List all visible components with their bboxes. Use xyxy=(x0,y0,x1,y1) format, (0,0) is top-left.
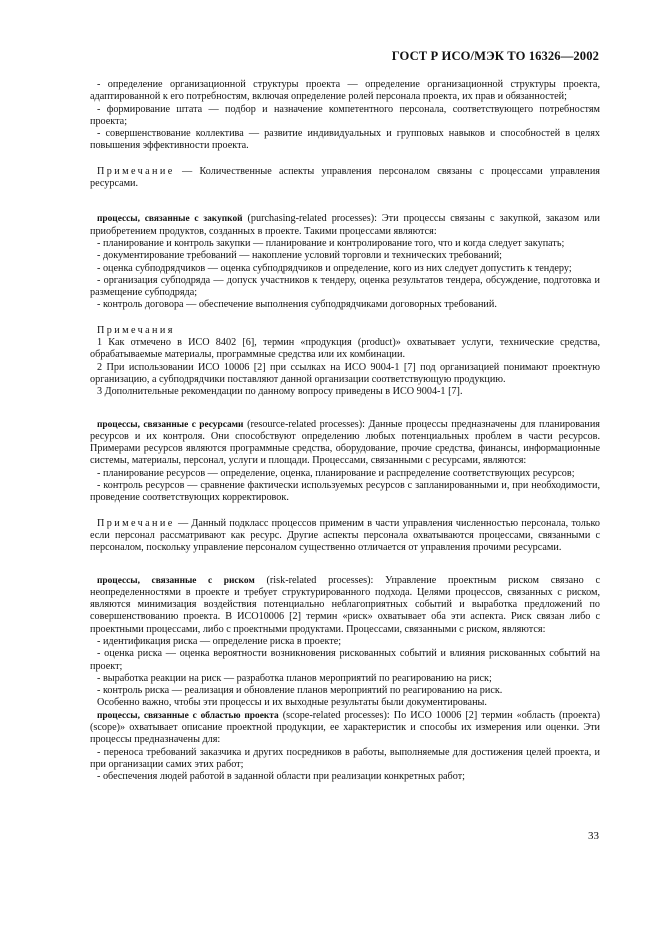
list-item: - организация субподряда — допуск участников к тендеру, оценка результатов тендера, обсуждение, подготовка и размещение субподряда; xyxy=(90,274,600,299)
list-item: - документирование требований — накопление условий торговли и технических требований; xyxy=(97,250,502,262)
list-item: - контроль риска — реализация и обновление планов мероприятий по реагированию на риск. xyxy=(97,685,503,697)
page-body xyxy=(90,79,600,784)
page-number: 33 xyxy=(588,830,599,842)
definition-text: (purchasing-related processes): Эти процессы связаны с закупкой, заказом или приобретением продуктов, созданных в проекте. Такими процессами являются: xyxy=(90,213,600,237)
list-item: - выработка реакции на риск — разработка планов мероприятий по реагированию на риск; xyxy=(97,672,492,684)
notes-label: Примечания xyxy=(97,324,175,336)
note-label: Примечание xyxy=(97,517,175,529)
document-header: ГОСТ Р ИСО/МЭК ТО 16326—2002 xyxy=(391,49,599,63)
definition-paragraph xyxy=(90,710,600,747)
note-text: — Данный подкласс процессов применим в части управления численностью персонала, только если персонал рассматривают как ресурс. Другие аспекты персонала охватываются процессами, связанными с персоналом, поскольку управление персоналом существенно отличается от управления прочими ресурсами. xyxy=(90,517,600,554)
term-resource: процессы, связанные с ресурсами xyxy=(97,419,244,430)
definition-paragraph xyxy=(90,419,600,468)
note-text: — Количественные аспекты управления персоналом связаны с процессами управления ресурсами. xyxy=(90,165,600,190)
note-label: Примечание xyxy=(97,165,175,177)
note-item: 3 Дополнительные рекомендации по данному вопросу приведены в ИСО 9004-1 [7]. xyxy=(97,386,463,398)
list-item: - контроль договора — обеспечение выполнения субподрядчиками договорных требований. xyxy=(97,299,497,311)
definition-text: (resource-related processes): Данные процессы предназначены для планирования ресурсов и их контроля. Они способствуют определению любых потенциальных проблем в части ресурсов. Примерами ресурсов являются программные средства, оборудование, прочие средства, финансы, информационные системы, материалы, персонал, услуги и площади. Процессами, связанными с ресурсами, являются: xyxy=(90,418,600,467)
term-risk: процессы, связанные с риском xyxy=(97,575,255,586)
definition-paragraph xyxy=(90,213,600,238)
list-item: - контроль ресурсов — сравнение фактически используемых ресурсов с запланированными и, при необходимости, проведение соответствующих корректировок. xyxy=(90,480,600,504)
list-item: - оценка субподрядчиков — оценка субподрядчиков и определение, кого из них следует допустить к тендеру; xyxy=(97,262,572,274)
list-item: - идентификация риска — определение риска в проекте; xyxy=(97,635,342,647)
note-item: 2 При использовании ИСО 10006 [2] при ссылках на ИСО 9004-1 [7] под организацией понимают проектную организацию, а субподрядчики поставляют данной организации соответствующую продукцию. xyxy=(90,361,600,385)
term-scope: процессы, связанные с областью проекта xyxy=(97,710,279,721)
term-purchasing: процессы, связанные с закупкой xyxy=(97,214,243,225)
definition-paragraph xyxy=(90,575,600,636)
list-item: - переноса требований заказчика и других посредников в работы, выполняемые для достижения целей проекта, и при организации самих этих работ; xyxy=(90,746,600,770)
list-item: - оценка риска — оценка вероятности возникновения рискованных событий и влияния рискованных событий на проект; xyxy=(90,648,600,672)
list-item: - формирование штата — подбор и назначение компетентного персонала, соответствующего потребностям проекта; xyxy=(90,103,600,127)
definition-text: (risk-related processes): Управление проектным риском связано с неопределенностями в проекте и требует структурированного подхода. Целями процессов, связанных с риском, являются минимизация воздействия потенциально неблагоприятных событий и выработка предложений по совершенствованию проекта. В ИСО10006 [2] термин «риск» охватывает оба эти аспекта. Риск связан либо с проектными процессами, либо с проектными продуктами. Процессами, связанными с риском, являются: xyxy=(90,574,600,635)
notes-heading xyxy=(90,325,600,337)
note-paragraph xyxy=(90,166,600,191)
list-item: - планирование и контроль закупки — планирование и контролирование того, что и когда следует закупать; xyxy=(97,237,565,249)
definition-text: (scope-related processes): По ИСО 10006 [2] термин «область (проекта) (scope)» охватывает описание проектной продукции, ее характеристик и способы их измерения или оценки. Эти процессы предназначены для: xyxy=(90,709,600,746)
closing-text: Особенно важно, чтобы эти процессы и их выходные результаты были документированы. xyxy=(97,697,487,709)
list-item: - планирование ресурсов — определение, оценка, планирование и распределение соответствующих ресурсов; xyxy=(97,467,575,479)
list-item: - обеспечения людей работой в заданной области при реализации конкретных работ; xyxy=(97,771,465,783)
note-paragraph xyxy=(90,518,600,555)
list-item: - определение организационной структуры проекта — определение организационной структуры проекта, адаптированной к его потребностям, включая определение ролей персонала проекта, их прав и обязанностей; xyxy=(90,79,600,103)
list-item: - совершенствование коллектива — развитие индивидуальных и групповых навыков и способностей в целях повышения эффективности проекта. xyxy=(90,128,600,152)
note-item: 1 Как отмечено в ИСО 8402 [6], термин «продукция (product)» охватывает услуги, технические средства, обрабатываемые материалы, программные средства или их комбинации. xyxy=(90,337,600,361)
